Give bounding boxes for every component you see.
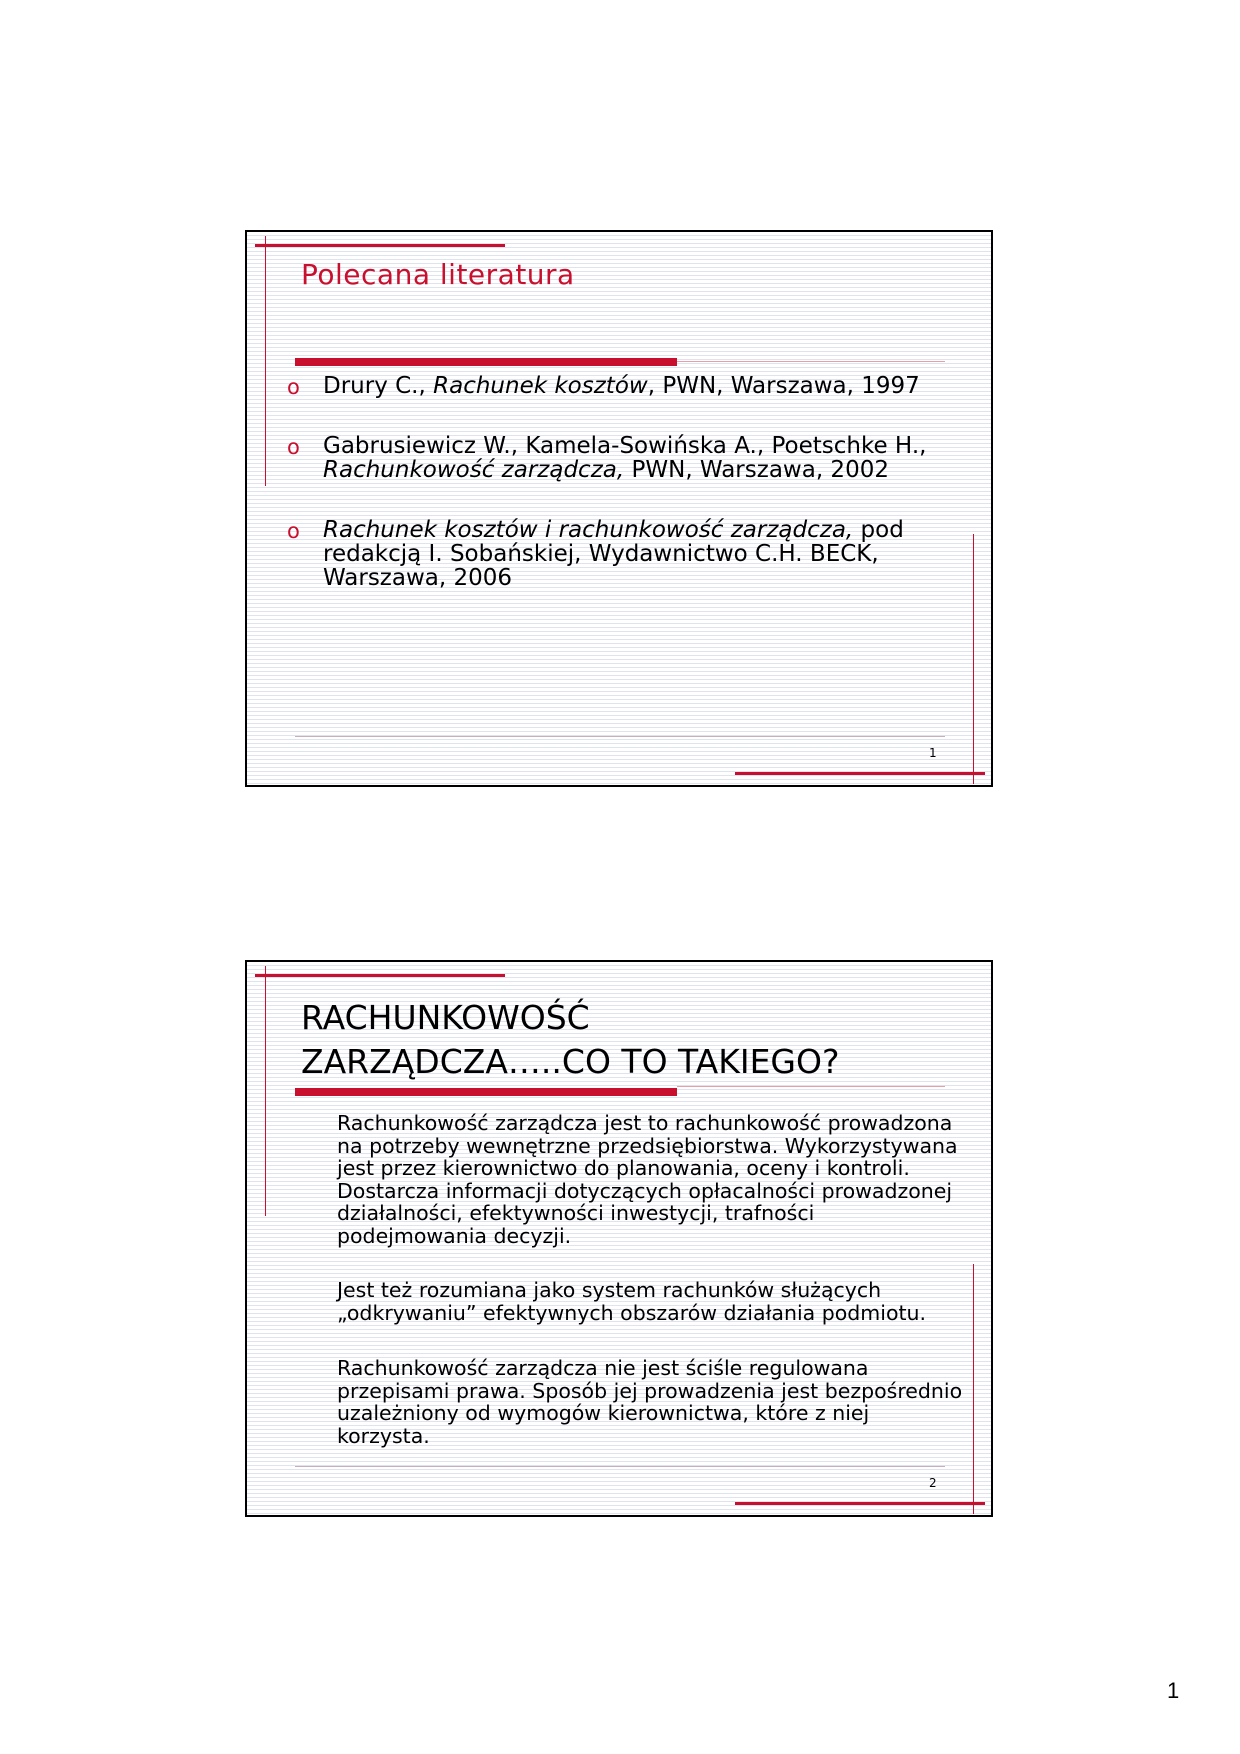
- bottom-decor-line: [735, 772, 985, 775]
- bottom-decor-line: [735, 1502, 985, 1505]
- slide-page-number: 1: [929, 746, 937, 760]
- title-underline-thin: [677, 361, 945, 362]
- bullet-icon: o: [287, 519, 300, 543]
- slide-title: [301, 996, 840, 1084]
- paragraph: Rachunkowość zarządcza jest to rachunkowość prowadzona na potrzeby wewnętrzne przedsiębiorstwa. Wykorzystywana jest przez kierownictwo do planowania, oceny i kontroli. Dostarcza informacji dotyczących opłacalności prowadzonej działalności, efektywności inwestycji, trafności podejmowania decyzji.: [337, 1111, 958, 1248]
- sheet-page-number: 1: [1167, 1678, 1180, 1703]
- literature-item: Gabrusiewicz W., Kamela-Sowińska A., Poetschke H., Rachunkowość zarządcza, PWN, Warszawa, 2002: [323, 433, 927, 483]
- slide-1: [245, 230, 993, 787]
- title-underline-thin: [677, 1086, 945, 1087]
- footer-line: [295, 736, 945, 737]
- right-decor-line: [973, 534, 974, 784]
- slide-title: Polecana literatura: [301, 258, 575, 291]
- title-underline-bar: [295, 358, 677, 366]
- paragraph: Rachunkowość zarządcza nie jest ściśle regulowana przepisami prawa. Sposób jej prowadzenia jest bezpośrednio uzależniony od wymogów kierownictwa, które z niej korzysta.: [337, 1356, 963, 1448]
- footer-line: [295, 1466, 945, 1467]
- top-decor-line: [255, 244, 505, 247]
- title-line-2: ZARZĄDCZA…..CO TO TAKIEGO?: [301, 1042, 840, 1081]
- slide-2: [245, 960, 993, 1517]
- right-decor-line: [973, 1264, 974, 1514]
- left-decor-line: [265, 236, 266, 486]
- top-decor-line: [255, 974, 505, 977]
- title-line-1: RACHUNKOWOŚĆ: [301, 998, 590, 1037]
- bullet-icon: o: [287, 375, 300, 399]
- slide-page-number: 2: [929, 1476, 937, 1490]
- literature-item: Drury C., Rachunek kosztów, PWN, Warszawa, 1997: [323, 373, 920, 399]
- bullet-icon: o: [287, 435, 300, 459]
- title-underline-bar: [295, 1088, 677, 1096]
- left-decor-line: [265, 966, 266, 1216]
- paragraph: Jest też rozumiana jako system rachunków służących „odkrywaniu” efektywnych obszarów działania podmiotu.: [337, 1278, 927, 1325]
- literature-item: Rachunek kosztów i rachunkowość zarządcza, pod redakcją I. Sobańskiej, Wydawnictwo C.H. BECK, Warszawa, 2006: [323, 517, 904, 591]
